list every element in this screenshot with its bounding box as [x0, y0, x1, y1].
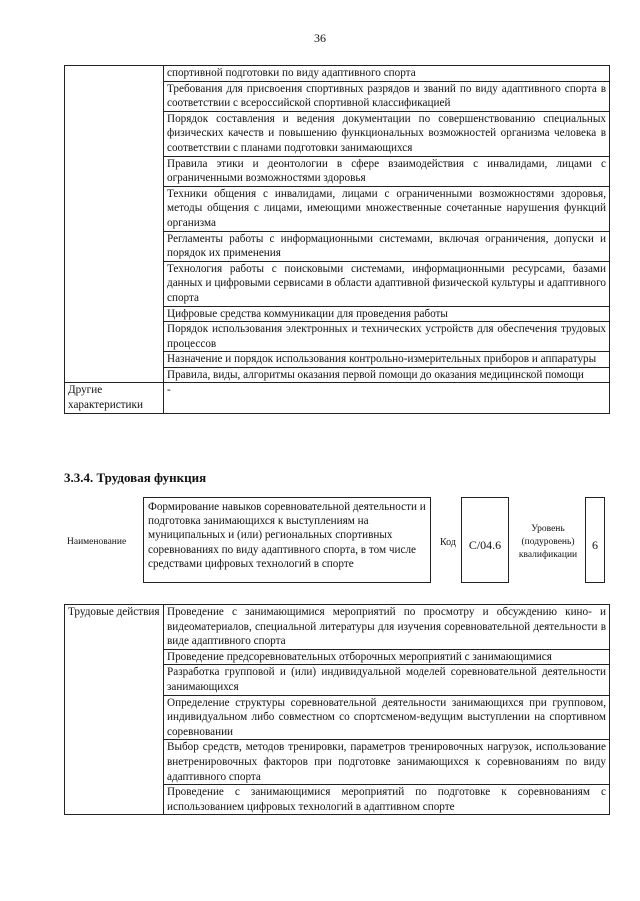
labor-action-item: Проведение предсоревновательных отборочных мероприятий с занимающимися: [164, 649, 610, 665]
requirement-item: Порядок использования электронных и технических устройств для обеспечения трудовых процессов: [164, 322, 610, 352]
requirement-item: Правила этики и деонтологии в сфере взаимодействия с инвалидами, лицами с ограниченными возможностями здоровья: [164, 156, 610, 186]
labor-action-item: Выбор средств, методов тренировки, параметров тренировочных нагрузок, использование внетренировочных факторов при подготовке занимающихся к соревнованиям по виду адаптивного спорта: [164, 740, 610, 785]
function-code: C/04.6: [461, 497, 509, 583]
labor-action-item: Проведение с занимающимися мероприятий по подготовке к соревнованиям с использованием цифровых технологий в адаптивном спорте: [164, 785, 610, 815]
qualification-level-label: Уровень (подуровень) квалификации: [518, 524, 578, 560]
qualification-level: 6: [585, 497, 605, 583]
other-characteristics-value: -: [164, 383, 610, 413]
requirement-item: Требования для присвоения спортивных разрядов и званий по виду адаптивного спорта в соответствии с всероссийской спортивной классификацией: [164, 81, 610, 111]
labor-action-item: Разработка групповой и (или) индивидуальной моделей соревновательной деятельности занимающихся: [164, 665, 610, 695]
section-heading: 3.3.4. Трудовая функция: [64, 470, 207, 485]
labor-action-item: Определение структуры соревновательной деятельности занимающихся при групповом, индивидуальном либо совместном со спортсменом-ведущим выступлении на спортивном соревновании: [164, 695, 610, 740]
empty-label-cell: [65, 66, 164, 383]
other-characteristics-label: Другие характеристики: [65, 383, 164, 413]
table-row: [65, 383, 610, 413]
function-name: Формирование навыков соревновательной деятельности и подготовка занимающихся к выступлениям на муниципальных и (или) региональных спортивных соревнованиях по виду адаптивного спорта, в том числе средствами цифровых технологий в спорте: [143, 497, 431, 583]
labor-actions-label: Трудовые действия: [65, 605, 164, 815]
requirement-item: Цифровые средства коммуникации для проведения работы: [164, 306, 610, 322]
requirement-item: Назначение и порядок использования контрольно-измерительных приборов и аппаратуры: [164, 352, 610, 368]
table-row: [65, 605, 610, 650]
requirement-item: Техники общения с инвалидами, лицами с ограниченными возможностями здоровья, методы общения с лицами, имеющими множественные сочетанные нарушения функций организма: [164, 186, 610, 231]
requirement-item: спортивной подготовки по виду адаптивного спорта: [164, 66, 610, 82]
name-label: Наименование: [67, 537, 127, 547]
requirement-item: Порядок составления и ведения документации по совершенствованию специальных физических качеств и повышению функциональных возможностей организма человека в соответствии с планами подготовки занимающихся: [164, 111, 610, 156]
page-number: 36: [314, 31, 326, 45]
requirement-item: Регламенты работы с информационными системами, включая ограничения, допуски и порядок их применения: [164, 231, 610, 261]
labor-action-item: Проведение с занимающимися мероприятий по просмотру и обсуждению кино- и видеоматериалов, специальной литературы для изучения соревновательной деятельности в виде адаптивного спорта: [164, 605, 610, 650]
requirement-item: Правила, виды, алгоритмы оказания первой помощи до оказания медицинской помощи: [164, 367, 610, 383]
requirements-table: [64, 65, 610, 414]
table-row: [65, 66, 610, 82]
labor-actions-table: [64, 604, 610, 815]
function-header: [64, 497, 610, 585]
requirement-item: Технология работы с поисковыми системами, информационными ресурсами, базами данных и цифровыми сервисами в области адаптивной физической культуры и адаптивного спорта: [164, 261, 610, 306]
code-label: Код: [440, 537, 456, 548]
